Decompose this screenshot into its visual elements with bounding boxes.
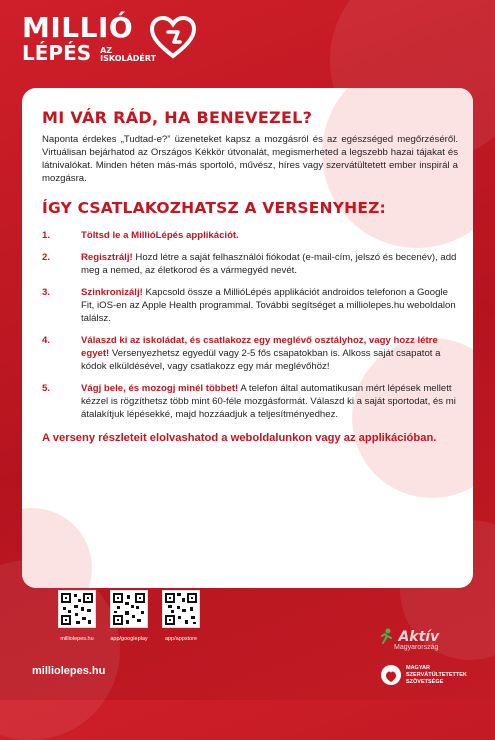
step-item	[42, 251, 458, 277]
aktiv-word: Aktív	[398, 629, 440, 645]
aktiv-subtitle: Magyarország	[394, 644, 439, 651]
logo-subtitle	[100, 47, 156, 63]
msz-logo	[380, 664, 467, 686]
step-body: A telefon által automatikusan mért lépések mellett kézzel is rögzíthetsz több mint 60-féle mozgásformát. Válaszd ki a saját sportodat, és mi átalakítjuk lépésekké, majd hozzáadjuk a teljesítményedhez.	[81, 383, 456, 420]
qr-label: milliolepes.hu	[60, 636, 94, 642]
logo-line2	[22, 42, 156, 64]
info-card	[22, 88, 473, 588]
msz-line2: SZERVÁTÜLTETETTEK	[406, 671, 467, 678]
section1-text: Naponta érdekes „Tudtad-e?” üzeneteket kapsz a mozgásról és az egészséged megőrzéséről. Virtuálisan bejárhatod az Országos Kékkör útvonalát, megismerheted a legszebb hazai tájakat és látnivalókat. Minden héten más-más sportoló, művész, híres vagy szervátültetett ember inspirál a mozgásra.	[42, 134, 458, 184]
msz-line1: MAGYAR	[406, 664, 430, 671]
step-bold: Válaszd ki az iskoládat, és csatlakozz egy meglévő osztályhoz, vagy hozz létre egyet!	[81, 335, 438, 359]
qr-googleplay[interactable]	[110, 590, 148, 642]
step-text	[81, 286, 458, 325]
step-text	[81, 251, 458, 277]
qr-code-icon	[110, 590, 148, 628]
qr-label: app/googleplay	[110, 636, 148, 642]
qr-code-icon	[162, 590, 200, 628]
step-item	[42, 334, 458, 373]
logo-line1: MILLIÓ	[22, 11, 134, 44]
section1-title: MI VÁR RÁD, HA BENEVEZEL?	[42, 108, 313, 127]
qr-label: app/appstore	[164, 636, 198, 642]
heart-icon	[150, 16, 196, 60]
steps-list	[42, 229, 458, 421]
step-item	[42, 286, 458, 325]
step-bold: Töltsd le a MillióLépés applikációt.	[81, 230, 239, 241]
card-content	[42, 108, 458, 445]
logo-lepes: LÉPÉS	[22, 41, 92, 65]
step-bold: Regisztrálj!	[81, 252, 133, 263]
step-number: 4.	[42, 335, 51, 346]
qr-code-icon	[58, 590, 96, 628]
step-text	[81, 382, 458, 421]
step-body: Versenyezhetsz egyedül vagy 2-5 fős csapatokban is. Alkoss saját csapatot a kódok elküldésével, vagy csatlakozz egy már meglévőhöz!	[81, 348, 441, 372]
qr-website[interactable]	[58, 590, 96, 642]
step-bold: Szinkronizálj!	[81, 287, 143, 298]
msz-text	[406, 665, 467, 686]
card-decor-circle	[22, 508, 92, 588]
logo-sub2: ISKOLÁDÉRT	[100, 53, 157, 63]
millio-lepes-logo	[22, 11, 157, 65]
step-text	[81, 334, 458, 373]
step-body: Kapcsold össze a MillióLépés applikációt androidos telefonon a Google Fit, iOS-en az Apple Health programmal. További segítséget a milliolepes.hu weboldalon találsz.	[81, 287, 456, 324]
section2-title: ÍGY CSATLAKOZHATSZ A VERSENYHEZ:	[42, 199, 386, 217]
msz-line3: SZÖVETSÉGE	[406, 678, 444, 685]
aktiv-figure-icon	[380, 628, 394, 644]
transplant-association-icon	[380, 664, 402, 686]
step-item	[42, 382, 458, 421]
logo-sub1: AZ	[100, 45, 113, 55]
step-number: 1.	[42, 230, 51, 241]
step-item	[42, 229, 458, 242]
step-number: 2.	[42, 252, 51, 263]
step-number: 3.	[42, 287, 51, 298]
step-number: 5.	[42, 383, 51, 394]
step-body: Hozd létre a saját felhasználói fiókodat (e-mail-cím, jelszó és becenév), add meg a nemed, az életkorod és a vármegyéd nevét.	[81, 252, 457, 276]
aktiv-magyarorszag-logo	[380, 628, 439, 651]
step-bold: Vágj bele, és mozogj minél többet!	[81, 383, 239, 394]
website-link[interactable]: milliolepes.hu	[32, 665, 106, 677]
outro-text: A verseny részleteit elolvashatod a weboldalunkon vagy az applikációban.	[42, 432, 437, 444]
qr-code-group	[58, 590, 200, 642]
step-text	[81, 229, 458, 242]
qr-appstore[interactable]	[162, 590, 200, 642]
